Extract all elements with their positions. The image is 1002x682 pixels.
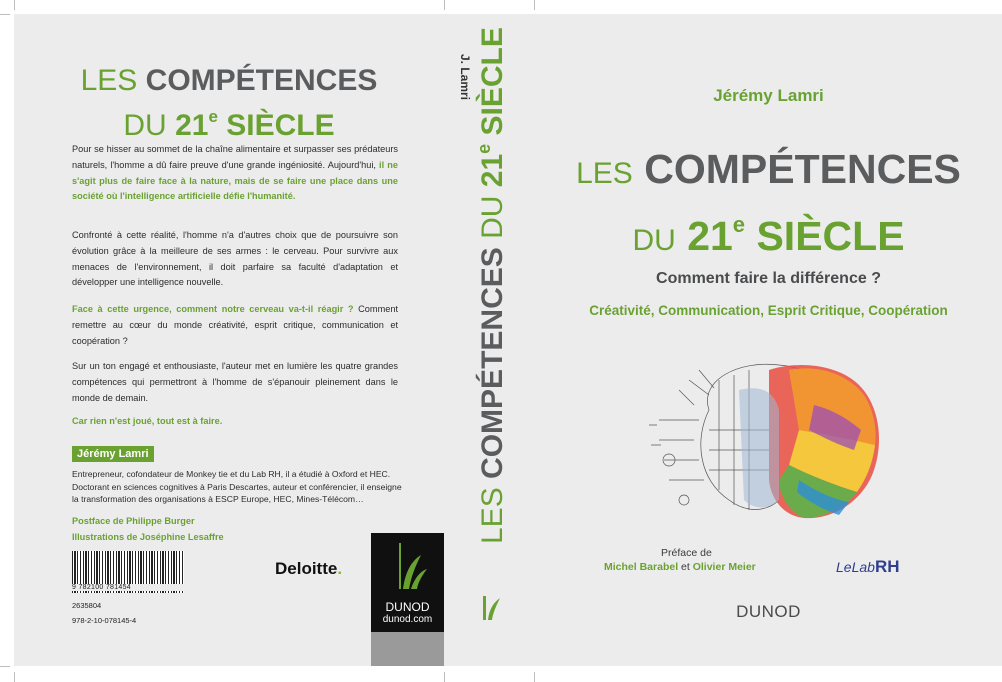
spine xyxy=(444,14,534,666)
spine-dunod-icon xyxy=(480,594,502,622)
title-word: LES xyxy=(576,157,633,190)
back-paragraph-1 xyxy=(72,142,398,205)
author-bio: Entrepreneur, cofondateur de Monkey tie et du Lab RH, il a étudié à Oxford et HEC. Doctorant en sciences cognitives à Paris Descartes, auteur et conférencier, il enseigne la transformation des organisations à ESCP Europe, HEC, Mines-Télécom… xyxy=(72,469,402,504)
title-word: DU xyxy=(632,224,676,257)
dunod-block xyxy=(371,533,444,666)
back-cover xyxy=(14,14,444,666)
front-cover xyxy=(534,14,1002,666)
title-number: 21 xyxy=(175,109,209,142)
preface xyxy=(604,546,804,574)
dunod-wordmark: DUNOD xyxy=(385,600,430,614)
crop-mark xyxy=(444,0,445,10)
title-word: LES xyxy=(476,487,509,544)
front-title-line2 xyxy=(534,202,1002,264)
dunod-url: dunod.com xyxy=(382,614,433,625)
brain-illustration xyxy=(639,350,899,540)
crop-mark xyxy=(534,0,535,10)
crop-mark xyxy=(534,672,535,682)
back-paragraph-5: Car rien n'est joué, tout est à faire. xyxy=(72,416,223,426)
title-word: SIÈCLE xyxy=(476,27,509,136)
preface-name: Olivier Meier xyxy=(692,561,756,573)
postface-credit: Postface de Philippe Burger xyxy=(72,516,195,526)
front-author: Jérémy Lamri xyxy=(713,86,824,105)
spine-title xyxy=(466,27,511,544)
back-paragraph-3 xyxy=(72,302,398,349)
deloitte-logo xyxy=(275,559,342,579)
crop-mark xyxy=(14,0,15,10)
title-word: LES xyxy=(80,64,138,97)
back-paragraph-2: Confronté à cette réalité, l'homme n'a d'autres choix que de poursuivre son évolution grâce à la meilleure de ses armes : le cerveau. Pour survivre aux menaces de l'environnement, il doit parfaire sa faculté d'adaptation et développer une intelligence nouvelle. xyxy=(72,230,398,288)
title-word: COMPÉTENCES xyxy=(145,64,378,97)
crop-mark xyxy=(444,672,445,682)
title-word: SIÈCLE xyxy=(226,109,335,142)
sponsor-dot: . xyxy=(337,559,343,578)
sponsor-name: Deloitte xyxy=(275,559,338,578)
lelabrh-logo xyxy=(836,557,900,577)
title-word: DU xyxy=(476,195,509,239)
paragraph-highlight: Face à cette urgence, comment notre cerveau va-t-il réagir ? xyxy=(72,304,354,314)
product-code: 2635804 xyxy=(72,601,102,610)
title-superscript: e xyxy=(474,143,494,154)
front-subtitle: Comment faire la différence ? xyxy=(656,270,881,287)
paragraph-text: Comment remettre au cœur du monde créativité, esprit critique, communication et coopération ? xyxy=(72,304,398,346)
title-word: DU xyxy=(123,109,167,142)
dunod-logo-panel xyxy=(371,533,444,632)
credits xyxy=(72,513,224,545)
crop-mark xyxy=(0,14,10,15)
preface-and: et xyxy=(678,561,693,573)
title-number: 21 xyxy=(476,153,509,188)
title-superscript: e xyxy=(208,107,218,126)
front-title-line1 xyxy=(534,146,1002,197)
title-superscript: e xyxy=(732,212,746,237)
lelab-rh-text: RH xyxy=(874,557,900,576)
title-word: SIÈCLE xyxy=(756,213,905,259)
isbn: 978-2-10-078145-4 xyxy=(72,616,137,625)
author-name-box: Jérémy Lamri xyxy=(72,446,154,462)
back-title-line2 xyxy=(14,100,444,143)
illustrations-credit: Illustrations de Joséphine Lesaffre xyxy=(72,532,224,542)
preface-label: Préface de xyxy=(661,547,712,559)
paragraph-highlight: il ne s'agit plus de faire face à la nature, mais de se faire une place dans une société où l'intelligence artificielle défie l'humanité. xyxy=(72,159,398,202)
spine-title-wrap xyxy=(474,27,542,554)
paragraph-text: Pour se hisser au sommet de la chaîne alimentaire et surpasser ses prédateurs naturels, l'homme a dû faire preuve d'une grande ingéniosité. Aujourd'hui, xyxy=(72,144,398,170)
back-title-line1 xyxy=(14,64,444,98)
book-jacket xyxy=(14,14,1002,666)
dunod-logo-icon xyxy=(371,533,444,597)
lelab-text: LeLab xyxy=(836,559,875,575)
front-publisher: DUNOD xyxy=(736,602,801,621)
spine-author: J. Lamri xyxy=(458,54,472,101)
front-themes: Créativité, Communication, Esprit Critique, Coopération xyxy=(589,303,948,318)
crop-mark xyxy=(0,666,10,667)
title-word: COMPÉTENCES xyxy=(644,146,961,192)
crop-mark xyxy=(14,672,15,682)
barcode-digits: 9 782100 781454 xyxy=(72,584,184,591)
title-number: 21 xyxy=(687,213,733,259)
back-paragraph-4: Sur un ton engagé et enthousiaste, l'auteur met en lumière les quatre grandes compétences qui permettront à l'homme de s'épanouir pleinement dans le monde de demain. xyxy=(72,361,398,403)
title-word: COMPÉTENCES xyxy=(476,247,509,479)
preface-name: Michel Barabel xyxy=(604,561,679,573)
